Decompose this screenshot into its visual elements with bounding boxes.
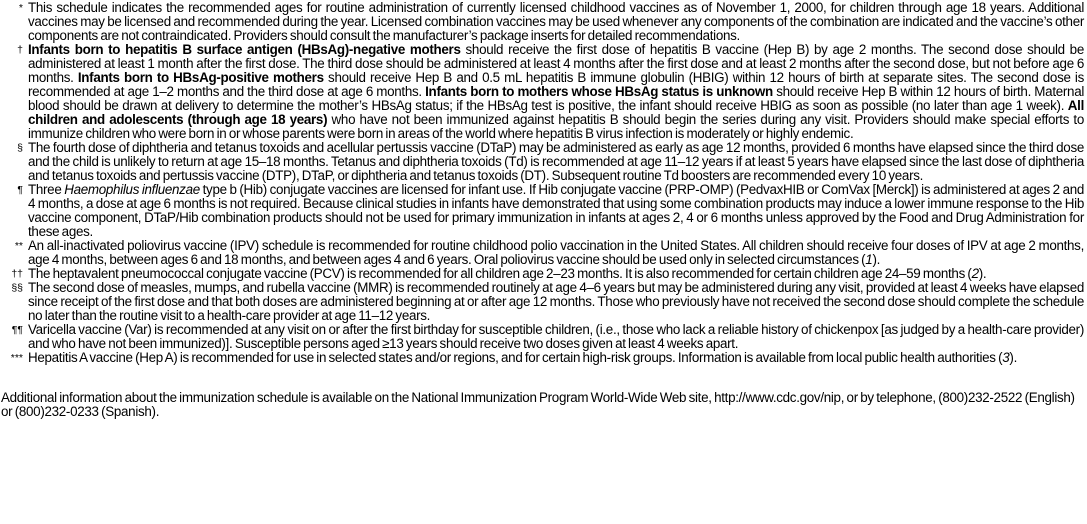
- footnote: [0, 141, 1084, 183]
- footnote-text-segment: All children and adolescents (through age 18 years): [28, 98, 1084, 127]
- footnote-text-segment: who have not been immunized against hepatitis B should begin the series during any visit. Providers should make special efforts to immunize children who were born in or whose parents were born in areas of the world where hepatitis B virus infection is moderately or highly endemic.: [28, 112, 1084, 141]
- footnote-marker: **: [14, 240, 23, 252]
- footnote-marker: ¶: [17, 184, 23, 196]
- footnote-list: [0, 1, 1084, 365]
- footnote-text-segment: 1: [865, 252, 873, 267]
- footnote-text: [28, 267, 1084, 281]
- footnote-marker: ††: [11, 268, 23, 280]
- additional-info-paragraph: Additional information about the immunization schedule is available on the National Immunization Program World-Wide Web site, http://www.cdc.gov/nip, or by telephone, (800)232-2522 (English) or (800)232-0233 (Spanish).: [1, 390, 1075, 419]
- footnote-text-segment: The heptavalent pneumococcal conjugate vaccine (PCV) is recommended for all children age 2–23 months. It is also recommended for certain children age 24–59 months (: [28, 266, 972, 281]
- footnote-text: [28, 43, 1084, 141]
- footnote-text-segment: 2: [971, 266, 979, 281]
- footnote-text-segment: Infants born to mothers whose HBsAg status is unknown: [425, 84, 773, 99]
- footnote-marker: §: [17, 142, 23, 154]
- footnote-marker: *: [18, 2, 23, 14]
- footnote: [0, 183, 1084, 239]
- footnote-text: [28, 1, 1084, 43]
- footnote-text: [28, 239, 1084, 267]
- footnote: [0, 323, 1084, 351]
- footnote-text-segment: should receive Hep B and 0.5 mL hepatitis B immune globulin (HBIG) within 12 hours of birth at separate sites. The second dose is recommended at age 1–2 months and the third dose at age 6 months.: [28, 70, 1085, 99]
- footnote-text: [28, 183, 1084, 239]
- footnote: [0, 267, 1084, 281]
- footnote-text-segment: ).: [872, 252, 881, 267]
- footnote-text-segment: ).: [1009, 350, 1018, 365]
- footnote-text-segment: ).: [978, 266, 987, 281]
- footnote-marker: §§: [11, 282, 23, 294]
- footnote-text-segment: 3: [1002, 350, 1010, 365]
- footnote-text: [28, 351, 1084, 365]
- footnote-marker: ¶¶: [11, 324, 23, 336]
- footnote-text-segment: Haemophilus influenzae: [64, 182, 200, 197]
- footnote-text-segment: Three: [28, 182, 65, 197]
- footnote-text: [28, 281, 1084, 323]
- footnote-text: [28, 141, 1084, 183]
- footnote: [0, 1, 1084, 43]
- footnote-text: [28, 323, 1084, 351]
- footnote: [0, 43, 1084, 141]
- footnote-text-segment: The second dose of measles, mumps, and rubella vaccine (MMR) is recommended routinely at age 4–6 years but may be administered during any visit, provided at least 4 weeks have elapsed since receipt of the first dose and that both doses are administered beginning at or after age 12 months. Those who previously have not received the second dose should complete the schedule no later than the routine visit to a health-care provider at age 11–12 years.: [28, 280, 1084, 323]
- footnote-text-segment: Infants born to HBsAg-positive mothers: [77, 70, 324, 85]
- footnote-text-segment: The fourth dose of diphtheria and tetanus toxoids and acellular pertussis vaccine (DTaP) may be administered as early as age 12 months, provided 6 months have elapsed since the third dose and the child is unlikely to return at age 15–18 months. Tetanus and diphtheria toxoids (Td) is recommended at age 11–12 years if at least 5 years have elapsed since the last dose of diphtheria and tetanus toxoids and pertussis vaccine (DTP), DTaP, or diphtheria and tetanus toxoids (DT). Subsequent routine Td boosters are recommended every 10 years.: [28, 140, 1084, 183]
- footnote-text-segment: This schedule indicates the recommended ages for routine administration of currently licensed childhood vaccines as of November 1, 2000, for children through age 18 years. Additional vaccines may be licensed and recommended during the year. Licensed combination vaccines may be used whenever any components of the combination are indicated and the vaccine’s other components are not contraindicated. Providers should consult the manufacturer’s package inserts for detailed recommendations.: [28, 0, 1084, 43]
- footnote-marker: ***: [10, 352, 23, 364]
- footnote-text-segment: Infants born to hepatitis B surface antigen (HBsAg)-negative mothers: [28, 42, 461, 57]
- footnote-marker: †: [17, 44, 23, 56]
- footnote-text-segment: should receive the first dose of hepatitis B vaccine (Hep B) by age 2 months. The second dose should be administered at least 1 month after the first dose. The third dose should be administered at least 4 months after the first dose and at least 2 months after the second dose, but not before age 6 months.: [28, 42, 1084, 85]
- footnote-text-segment: type b (Hib) conjugate vaccines are licensed for infant use. If Hib conjugate vaccine (PRP-OMP) (PedvaxHIB or ComVax [Merck]) is administered at ages 2 and 4 months, a dose at age 6 months is not required. Because clinical studies in infants have demonstrated that using some combination products may induce a lower immune response to the Hib vaccine component, DTaP/Hib combination products should not be used for primary immunization in infants at ages 2, 4 or 6 months unless approved by the Food and Drug Administration for these ages.: [28, 182, 1085, 239]
- footnote-text-segment: Hepatitis A vaccine (Hep A) is recommended for use in selected states and/or regions, and for certain high-risk groups. Information is available from local public health authorities (: [28, 350, 1003, 365]
- footnote: [0, 239, 1084, 267]
- footnote-text-segment: Varicella vaccine (Var) is recommended at any visit on or after the first birthday for susceptible children, (i.e., those who lack a reliable history of chickenpox [as judged by a health-care provider) and who have not been immunized)]. Susceptible persons aged ≥13 years should receive two doses given at least 4 weeks apart.: [28, 322, 1084, 351]
- footnote: [0, 281, 1084, 323]
- footnote: [0, 351, 1084, 365]
- footnote-text-segment: should receive Hep B within 12 hours of birth. Maternal blood should be drawn at delivery to determine the mother’s HBsAg status; if the HBsAg test is positive, the infant should receive HBIG as soon as possible (no later than age 1 week).: [28, 84, 1085, 113]
- footnote-text-segment: An all-inactivated poliovirus vaccine (IPV) schedule is recommended for routine childhood polio vaccination in the United States. All children should receive four doses of IPV at age 2 months, age 4 months, between ages 6 and 18 months, and between ages 4 and 6 years. Oral poliovirus vaccine should be used only in selected circumstances (: [28, 238, 1084, 267]
